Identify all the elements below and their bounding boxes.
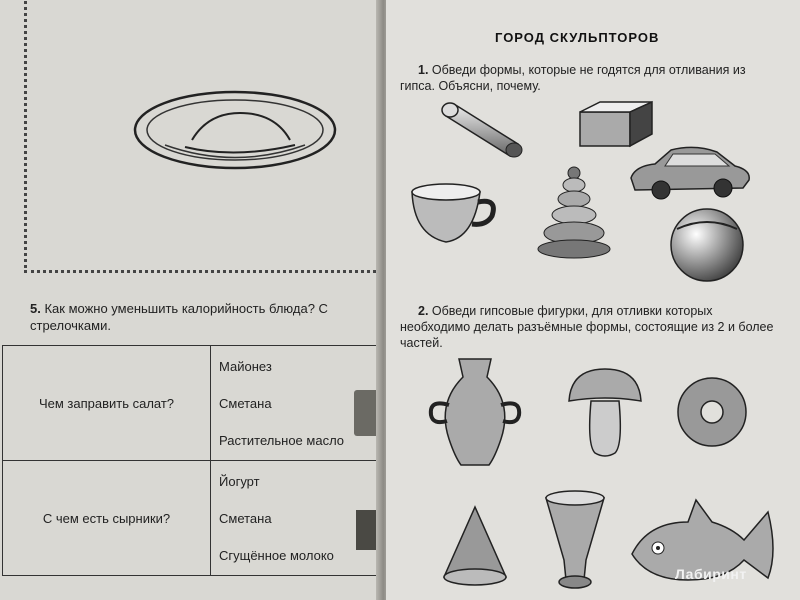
task-1-text [400,62,780,94]
cut-off-illustration [356,510,378,550]
answer-option[interactable]: Растительное масло [219,432,345,448]
matching-table [2,345,380,576]
cylinder-figure[interactable] [432,100,532,170]
answers-cell [211,461,380,576]
task-1-number: 1. [418,63,429,77]
answer-option[interactable]: Майонез [219,358,272,374]
task-1-instruction: Обведи формы, которые не годятся для отливания из гипса. Объясни, почему. [400,63,746,93]
ball-figure[interactable] [665,205,750,285]
table-row [3,461,380,576]
stacking-pyramid-figure[interactable] [534,165,614,261]
vase-figure[interactable] [425,355,525,470]
question-cell: Чем заправить салат? [3,346,211,461]
task-5-question-line2: стрелочками. [30,318,111,333]
cone-figure[interactable] [440,505,510,590]
answer-option[interactable]: Йогурт [219,473,260,489]
answer-option[interactable]: Сметана [219,395,272,411]
question-cell: С чем есть сырники? [3,461,211,576]
answer-option[interactable]: Сгущённое молоко [219,547,334,563]
plate-illustration [130,85,340,175]
left-page [0,0,382,600]
task-5-text [30,300,382,334]
toy-car-figure[interactable] [625,140,755,205]
teacup-figure[interactable] [406,180,501,250]
page-title: ГОРОД СКУЛЬПТОРОВ [495,30,660,45]
watermark-logo: Лабиринт [675,566,747,582]
table-row [3,346,380,461]
task-5-number: 5. [30,301,41,316]
task-5-question: Как можно уменьшить калорийность блюда? С [44,301,328,316]
task-2-instruction: Обведи гипсовые фигурки, для отливки которых необходимо делать разъёмные формы, состоящие из 2 и более частей. [400,304,774,350]
tall-vase-figure[interactable] [544,488,606,592]
task-2-text [400,303,780,351]
task-2-number: 2. [418,304,429,318]
mushroom-figure[interactable] [565,365,645,460]
answer-option[interactable]: Сметана [219,510,272,526]
donut-figure[interactable] [672,372,752,452]
